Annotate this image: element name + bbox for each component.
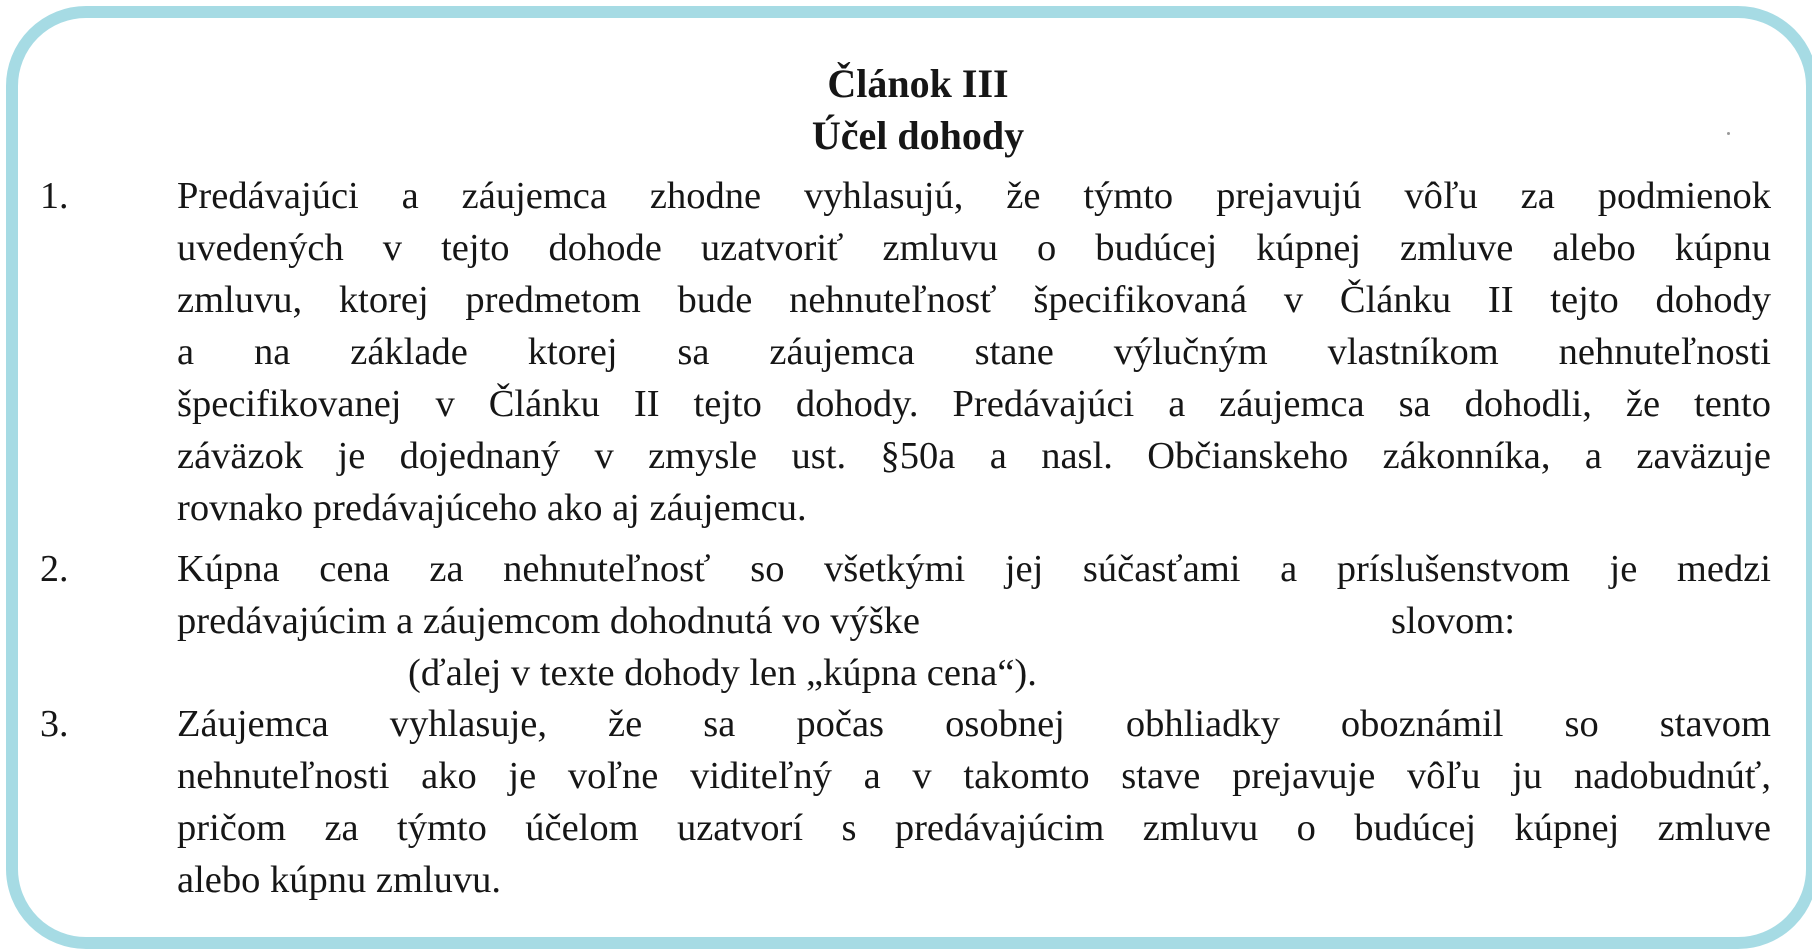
scan-speck bbox=[1727, 132, 1730, 135]
item-2-line-2 bbox=[177, 595, 1771, 647]
item-3-body bbox=[177, 698, 1771, 906]
article-subtitle: Účel dohody bbox=[811, 113, 1025, 158]
document-page bbox=[18, 18, 1806, 937]
item-1-body bbox=[177, 170, 1771, 534]
item-1-line-5: špecifikovanej v Článku II tejto dohody. Predávajúci a záujemca sa dohodli, že tento bbox=[177, 383, 1771, 425]
article-title: Článok III bbox=[827, 61, 1009, 106]
item-1-line-6: záväzok je dojednaný v zmysle ust. §50a a nasl. Občianskeho zákonníka, a zaväzuje bbox=[177, 435, 1771, 477]
item-3-line-1: Záujemca vyhlasuje, že sa počas osobnej obhliadky oboznámil so stavom bbox=[177, 703, 1771, 745]
item-2-line-3: (ďalej v texte dohody len „kúpna cena“). bbox=[408, 652, 1037, 694]
item-1-line-3: zmluvu, ktorej predmetom bude nehnuteľnosť špecifikovaná v Článku II tejto dohody bbox=[177, 279, 1771, 321]
item-2-words-label: slovom: bbox=[1391, 600, 1516, 642]
item-2-number: 2. bbox=[40, 548, 69, 590]
item-1-number: 1. bbox=[40, 175, 69, 217]
item-3-number: 3. bbox=[40, 703, 69, 745]
document-frame bbox=[6, 6, 1812, 949]
item-2-price-label: predávajúcim a záujemcom dohodnutá vo výške bbox=[177, 600, 921, 642]
item-2-line-1: Kúpna cena za nehnuteľnosť so všetkými jej súčasťami a príslušenstvom je medzi bbox=[177, 548, 1771, 590]
item-3-line-4: alebo kúpnu zmluvu. bbox=[177, 859, 501, 901]
item-1-line-2: uvedených v tejto dohode uzatvoriť zmluvu o budúcej kúpnej zmluve alebo kúpnu bbox=[177, 227, 1771, 269]
item-1-line-4: a na základe ktorej sa záujemca stane výlučným vlastníkom nehnuteľnosti bbox=[177, 331, 1771, 373]
item-3-line-3: pričom za týmto účelom uzatvorí s predávajúcim zmluvu o budúcej kúpnej zmluve bbox=[177, 807, 1771, 849]
item-1-line-1: Predávajúci a záujemca zhodne vyhlasujú, že týmto prejavujú vôľu za podmienok bbox=[177, 175, 1771, 217]
item-3-line-2: nehnuteľnosti ako je voľne viditeľný a v takomto stave prejavuje vôľu ju nadobudnúť, bbox=[177, 755, 1771, 797]
item-1-line-7: rovnako predávajúceho ako aj záujemcu. bbox=[177, 487, 807, 529]
item-2-body bbox=[177, 543, 1771, 699]
